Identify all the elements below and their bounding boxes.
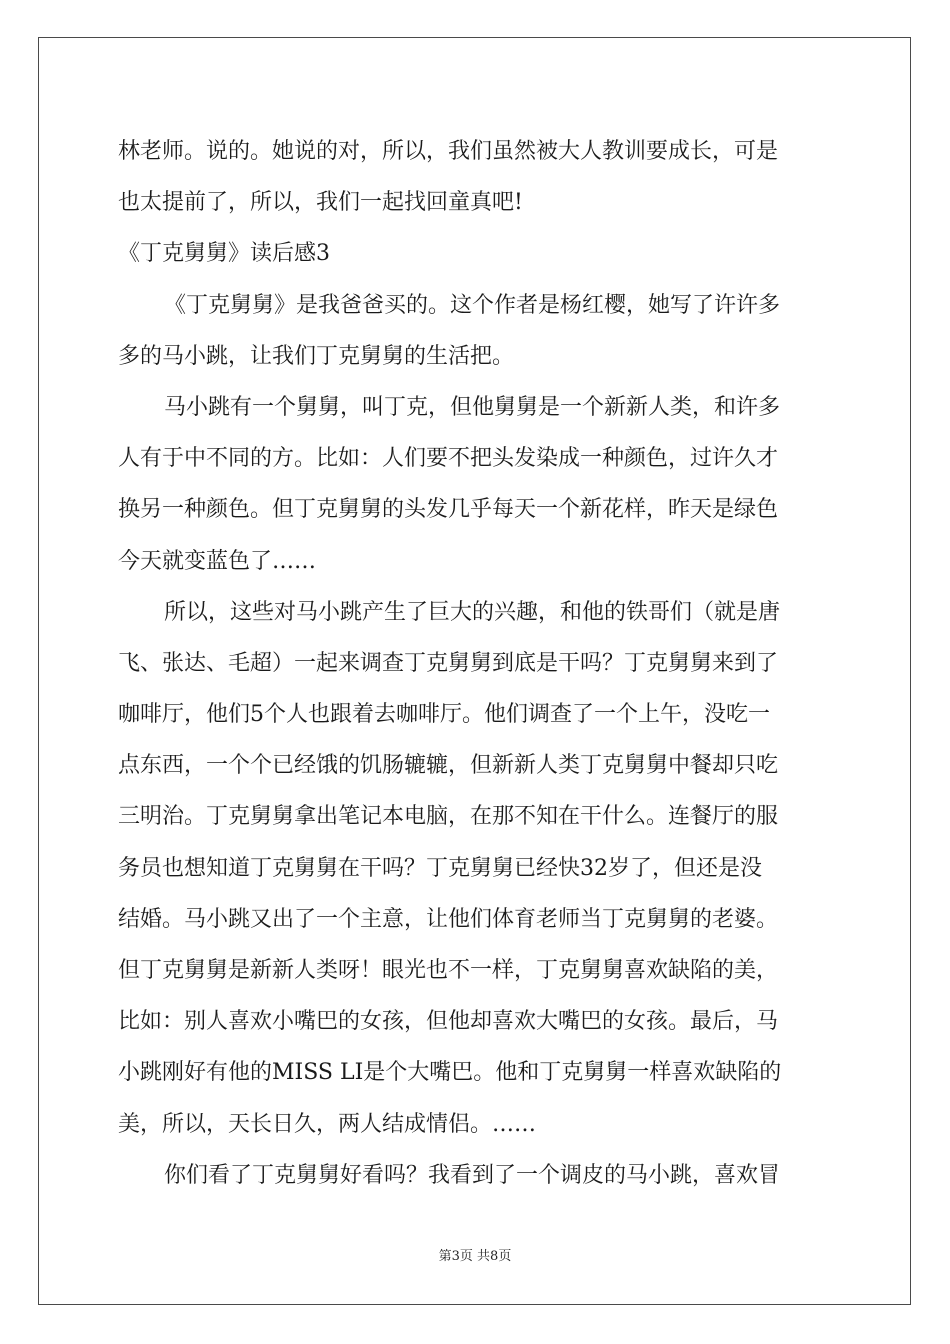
text-line-11: 飞、张达、毛超）一起来调查丁克舅舅到底是干吗？丁克舅舅来到了 (118, 650, 779, 676)
text-line-20: 美，所以，天长日久，两人结成情侣。…… (118, 1111, 537, 1137)
text-line-5: 多的马小跳，让我们丁克舅舅的生活把。 (118, 343, 515, 369)
text-line-14: 三明治。丁克舅舅拿出笔记本电脑，在那不知在干什么。连餐厅的服 (118, 804, 779, 830)
section-heading: 《丁克舅舅》读后感3 (118, 241, 330, 267)
text-line-12: 咖啡厅，他们5个人也跟着去咖啡厅。他们调查了一个上午，没吃一 (118, 702, 770, 728)
text-line-13: 点东西，一个个已经饿的饥肠辘辘，但新新人类丁克舅舅中餐却只吃 (118, 753, 779, 779)
text-line-1: 林老师。说的。她说的对，所以，我们虽然被大人教训要成长，可是 (118, 139, 779, 164)
text-line-7: 人有于中不同的方。比如：人们要不把头发染成一种颜色，过许久才 (118, 446, 779, 472)
text-line-6: 马小跳有一个舅舅，叫丁克，但他舅舅是一个新新人类，和许多 (164, 394, 781, 420)
document-body (118, 126, 838, 1201)
text-line-17: 但丁克舅舅是新新人类呀！眼光也不一样，丁克舅舅喜欢缺陷的美， (118, 958, 779, 983)
text-line-8: 换另一种颜色。但丁克舅舅的头发几乎每天一个新花样，昨天是绿色 (118, 497, 779, 523)
text-line-18: 比如：别人喜欢小嘴巴的女孩，但他却喜欢大嘴巴的女孩。最后，马 (118, 1009, 779, 1035)
text-line-2: 也太提前了，所以，我们一起找回童真吧! (118, 190, 523, 216)
text-line-19: 小跳刚好有他的MISS LI是个大嘴巴。他和丁克舅舅一样喜欢缺陷的 (118, 1060, 782, 1086)
text-line-15: 务员也想知道丁克舅舅在干吗？丁克舅舅已经快32岁了，但还是没 (118, 855, 762, 881)
page-number-footer: 第3页 共8页 (438, 1249, 512, 1264)
text-line-4: 《丁克舅舅》是我爸爸买的。这个作者是杨红樱，她写了许许多 (164, 292, 781, 318)
text-line-9: 今天就变蓝色了…… (118, 548, 317, 574)
text-line-10: 所以，这些对马小跳产生了巨大的兴趣，和他的铁哥们（就是唐 (164, 599, 781, 625)
text-line-21: 你们看了丁克舅舅好看吗？我看到了一个调皮的马小跳，喜欢冒 (164, 1162, 781, 1188)
text-line-16: 结婚。马小跳又出了一个主意，让他们体育老师当丁克舅舅的老婆。 (118, 906, 779, 932)
